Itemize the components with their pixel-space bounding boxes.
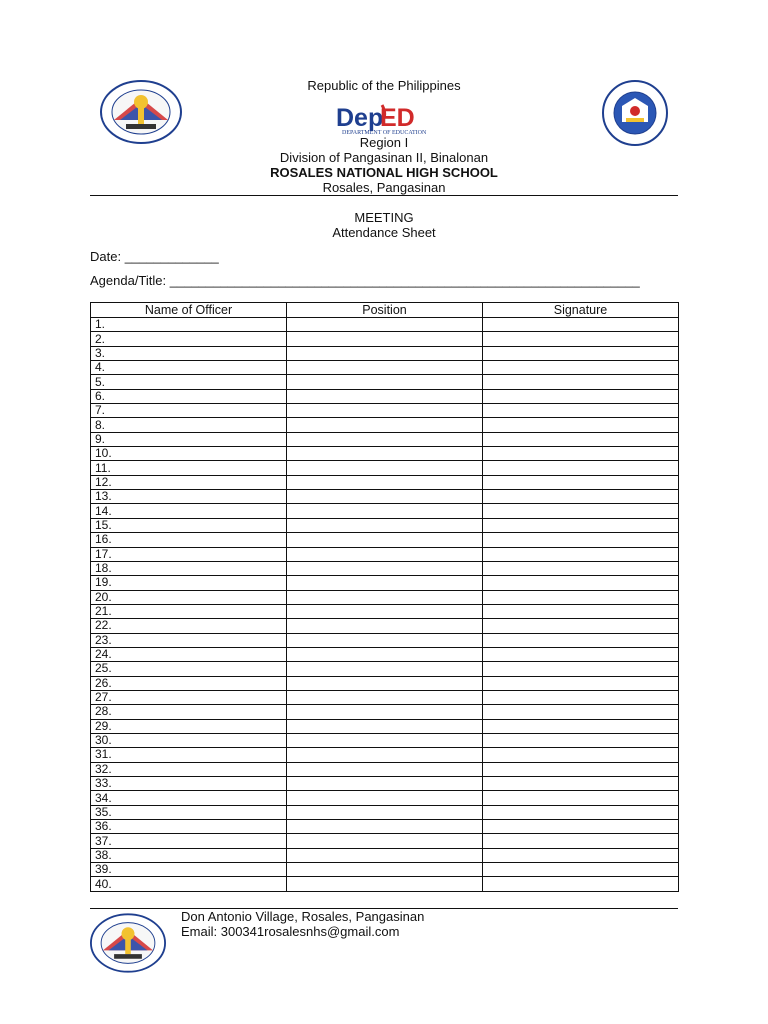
table-row bbox=[91, 547, 679, 561]
name-cell[interactable]: 6. bbox=[91, 389, 287, 403]
table-row bbox=[91, 346, 679, 360]
name-cell[interactable]: 32. bbox=[91, 762, 287, 776]
name-cell[interactable]: 13. bbox=[91, 490, 287, 504]
signature-cell[interactable] bbox=[483, 590, 679, 604]
name-cell[interactable]: 9. bbox=[91, 432, 287, 446]
name-cell[interactable]: 38. bbox=[91, 848, 287, 862]
signature-cell[interactable] bbox=[483, 361, 679, 375]
position-cell[interactable] bbox=[287, 332, 483, 346]
name-cell[interactable]: 39. bbox=[91, 863, 287, 877]
position-cell[interactable] bbox=[287, 705, 483, 719]
position-cell[interactable] bbox=[287, 834, 483, 848]
position-cell[interactable] bbox=[287, 318, 483, 332]
footer-email: Email: 300341rosalesnhs@gmail.com bbox=[181, 924, 400, 939]
position-cell[interactable] bbox=[287, 389, 483, 403]
svg-text:ED: ED bbox=[380, 104, 415, 132]
position-cell[interactable] bbox=[287, 805, 483, 819]
table-row bbox=[91, 662, 679, 676]
position-cell[interactable] bbox=[287, 461, 483, 475]
signature-cell[interactable] bbox=[483, 705, 679, 719]
signature-cell[interactable] bbox=[483, 748, 679, 762]
position-cell[interactable] bbox=[287, 619, 483, 633]
signature-cell[interactable] bbox=[483, 604, 679, 618]
table-header-row bbox=[91, 303, 679, 318]
name-cell[interactable]: 5. bbox=[91, 375, 287, 389]
position-cell[interactable] bbox=[287, 662, 483, 676]
signature-cell[interactable] bbox=[483, 432, 679, 446]
name-cell[interactable]: 10. bbox=[91, 447, 287, 461]
table-row bbox=[91, 762, 679, 776]
name-cell[interactable]: 16. bbox=[91, 533, 287, 547]
position-cell[interactable] bbox=[287, 361, 483, 375]
agenda-field bbox=[90, 273, 678, 288]
signature-cell[interactable] bbox=[483, 719, 679, 733]
position-cell[interactable] bbox=[287, 733, 483, 747]
signature-cell[interactable] bbox=[483, 690, 679, 704]
position-cell[interactable] bbox=[287, 375, 483, 389]
name-cell[interactable]: 15. bbox=[91, 518, 287, 532]
signature-cell[interactable] bbox=[483, 389, 679, 403]
name-cell[interactable]: 19. bbox=[91, 576, 287, 590]
name-cell[interactable]: 3. bbox=[91, 346, 287, 360]
footer-school-seal-logo bbox=[90, 910, 166, 976]
table-row bbox=[91, 848, 679, 862]
signature-cell[interactable] bbox=[483, 733, 679, 747]
signature-cell[interactable] bbox=[483, 346, 679, 360]
header-divider bbox=[90, 195, 678, 196]
signature-cell[interactable] bbox=[483, 662, 679, 676]
attendance-subtitle: Attendance Sheet bbox=[332, 225, 436, 240]
position-cell[interactable] bbox=[287, 647, 483, 661]
name-cell[interactable]: 34. bbox=[91, 791, 287, 805]
position-cell[interactable] bbox=[287, 848, 483, 862]
table-row bbox=[91, 604, 679, 618]
position-cell[interactable] bbox=[287, 518, 483, 532]
position-cell[interactable] bbox=[287, 590, 483, 604]
table-row bbox=[91, 719, 679, 733]
signature-cell[interactable] bbox=[483, 375, 679, 389]
position-cell[interactable] bbox=[287, 676, 483, 690]
table-row bbox=[91, 633, 679, 647]
signature-cell[interactable] bbox=[483, 633, 679, 647]
svg-text:DEPARTMENT OF EDUCATION: DEPARTMENT OF EDUCATION bbox=[342, 130, 427, 136]
position-cell[interactable] bbox=[287, 820, 483, 834]
signature-cell[interactable] bbox=[483, 418, 679, 432]
table-row bbox=[91, 461, 679, 475]
name-cell[interactable]: 40. bbox=[91, 877, 287, 891]
division-label: Division of Pangasinan II, Binalonan bbox=[279, 150, 489, 165]
position-cell[interactable] bbox=[287, 863, 483, 877]
name-cell[interactable]: 27. bbox=[91, 690, 287, 704]
name-cell[interactable]: 7. bbox=[91, 404, 287, 418]
header-position: Position bbox=[287, 303, 483, 318]
table-row bbox=[91, 748, 679, 762]
position-cell[interactable] bbox=[287, 576, 483, 590]
signature-cell[interactable] bbox=[483, 834, 679, 848]
table-row bbox=[91, 475, 679, 489]
name-cell[interactable]: 11. bbox=[91, 461, 287, 475]
agenda-label: Agenda/Title: bbox=[90, 273, 167, 288]
date-blank: _____________ bbox=[124, 249, 219, 264]
table-row bbox=[91, 404, 679, 418]
name-cell[interactable]: 20. bbox=[91, 590, 287, 604]
signature-cell[interactable] bbox=[483, 777, 679, 791]
table-row bbox=[91, 805, 679, 819]
signature-cell[interactable] bbox=[483, 762, 679, 776]
signature-cell[interactable] bbox=[483, 475, 679, 489]
signature-cell[interactable] bbox=[483, 490, 679, 504]
signature-cell[interactable] bbox=[483, 533, 679, 547]
signature-cell[interactable] bbox=[483, 877, 679, 891]
position-cell[interactable] bbox=[287, 504, 483, 518]
name-cell[interactable]: 8. bbox=[91, 418, 287, 432]
school-name: ROSALES NATIONAL HIGH SCHOOL bbox=[270, 165, 498, 180]
signature-cell[interactable] bbox=[483, 561, 679, 575]
signature-cell[interactable] bbox=[483, 820, 679, 834]
table-row bbox=[91, 676, 679, 690]
location-label: Rosales, Pangasinan bbox=[322, 180, 446, 195]
position-cell[interactable] bbox=[287, 447, 483, 461]
table-row bbox=[91, 877, 679, 891]
position-cell[interactable] bbox=[287, 346, 483, 360]
name-cell[interactable]: 1. bbox=[91, 318, 287, 332]
name-cell[interactable]: 12. bbox=[91, 475, 287, 489]
header-name-of-officer: Name of Officer bbox=[91, 303, 287, 318]
table-row bbox=[91, 375, 679, 389]
signature-cell[interactable] bbox=[483, 805, 679, 819]
name-cell[interactable]: 17. bbox=[91, 547, 287, 561]
position-cell[interactable] bbox=[287, 404, 483, 418]
signature-cell[interactable] bbox=[483, 332, 679, 346]
name-cell[interactable]: 37. bbox=[91, 834, 287, 848]
table-row bbox=[91, 576, 679, 590]
position-cell[interactable] bbox=[287, 561, 483, 575]
name-cell[interactable]: 4. bbox=[91, 361, 287, 375]
deped-wordmark-logo bbox=[330, 102, 440, 138]
table-row bbox=[91, 791, 679, 805]
name-cell[interactable]: 26. bbox=[91, 676, 287, 690]
position-cell[interactable] bbox=[287, 719, 483, 733]
position-cell[interactable] bbox=[287, 633, 483, 647]
name-cell[interactable]: 23. bbox=[91, 633, 287, 647]
position-cell[interactable] bbox=[287, 791, 483, 805]
table-row bbox=[91, 418, 679, 432]
table-row bbox=[91, 834, 679, 848]
signature-cell[interactable] bbox=[483, 404, 679, 418]
table-row bbox=[91, 733, 679, 747]
position-cell[interactable] bbox=[287, 604, 483, 618]
position-cell[interactable] bbox=[287, 418, 483, 432]
signature-cell[interactable] bbox=[483, 518, 679, 532]
signature-cell[interactable] bbox=[483, 848, 679, 862]
name-cell[interactable]: 28. bbox=[91, 705, 287, 719]
table-row bbox=[91, 490, 679, 504]
position-cell[interactable] bbox=[287, 547, 483, 561]
table-row bbox=[91, 447, 679, 461]
header-signature: Signature bbox=[483, 303, 679, 318]
position-cell[interactable] bbox=[287, 762, 483, 776]
table-row bbox=[91, 561, 679, 575]
name-cell[interactable]: 2. bbox=[91, 332, 287, 346]
table-row bbox=[91, 863, 679, 877]
date-field bbox=[90, 249, 219, 264]
name-cell[interactable]: 29. bbox=[91, 719, 287, 733]
position-cell[interactable] bbox=[287, 877, 483, 891]
name-cell[interactable]: 25. bbox=[91, 662, 287, 676]
table-row bbox=[91, 504, 679, 518]
position-cell[interactable] bbox=[287, 490, 483, 504]
signature-cell[interactable] bbox=[483, 647, 679, 661]
name-cell[interactable]: 33. bbox=[91, 777, 287, 791]
name-cell[interactable]: 36. bbox=[91, 820, 287, 834]
signature-cell[interactable] bbox=[483, 791, 679, 805]
table-row bbox=[91, 647, 679, 661]
position-cell[interactable] bbox=[287, 777, 483, 791]
table-row bbox=[91, 432, 679, 446]
table-row bbox=[91, 777, 679, 791]
table-row bbox=[91, 318, 679, 332]
meeting-title: MEETING bbox=[354, 210, 414, 225]
republic-label: Republic of the Philippines bbox=[307, 78, 461, 93]
signature-cell[interactable] bbox=[483, 547, 679, 561]
signature-cell[interactable] bbox=[483, 676, 679, 690]
attendance-rows bbox=[91, 318, 679, 892]
table-row bbox=[91, 690, 679, 704]
signature-cell[interactable] bbox=[483, 318, 679, 332]
name-cell[interactable]: 21. bbox=[91, 604, 287, 618]
signature-cell[interactable] bbox=[483, 461, 679, 475]
name-cell[interactable]: 14. bbox=[91, 504, 287, 518]
table-row bbox=[91, 820, 679, 834]
position-cell[interactable] bbox=[287, 475, 483, 489]
table-row bbox=[91, 361, 679, 375]
position-cell[interactable] bbox=[287, 748, 483, 762]
table-row bbox=[91, 389, 679, 403]
attendance-table bbox=[90, 302, 679, 892]
agenda-blank: _________________________________________________________________ bbox=[169, 273, 640, 288]
name-cell[interactable]: 18. bbox=[91, 561, 287, 575]
region-label: Region I bbox=[359, 135, 409, 150]
name-cell[interactable]: 24. bbox=[91, 647, 287, 661]
table-row bbox=[91, 533, 679, 547]
footer-address: Don Antonio Village, Rosales, Pangasinan bbox=[181, 909, 425, 924]
name-cell[interactable]: 35. bbox=[91, 805, 287, 819]
signature-cell[interactable] bbox=[483, 447, 679, 461]
name-cell[interactable]: 31. bbox=[91, 748, 287, 762]
signature-cell[interactable] bbox=[483, 576, 679, 590]
table-row bbox=[91, 518, 679, 532]
table-row bbox=[91, 590, 679, 604]
signature-cell[interactable] bbox=[483, 863, 679, 877]
date-label: Date: bbox=[90, 249, 122, 264]
position-cell[interactable] bbox=[287, 533, 483, 547]
signature-cell[interactable] bbox=[483, 619, 679, 633]
signature-cell[interactable] bbox=[483, 504, 679, 518]
name-cell[interactable]: 22. bbox=[91, 619, 287, 633]
table-row bbox=[91, 332, 679, 346]
position-cell[interactable] bbox=[287, 690, 483, 704]
name-cell[interactable]: 30. bbox=[91, 733, 287, 747]
svg-text:Dep: Dep bbox=[336, 104, 384, 132]
position-cell[interactable] bbox=[287, 432, 483, 446]
table-row bbox=[91, 705, 679, 719]
table-row bbox=[91, 619, 679, 633]
